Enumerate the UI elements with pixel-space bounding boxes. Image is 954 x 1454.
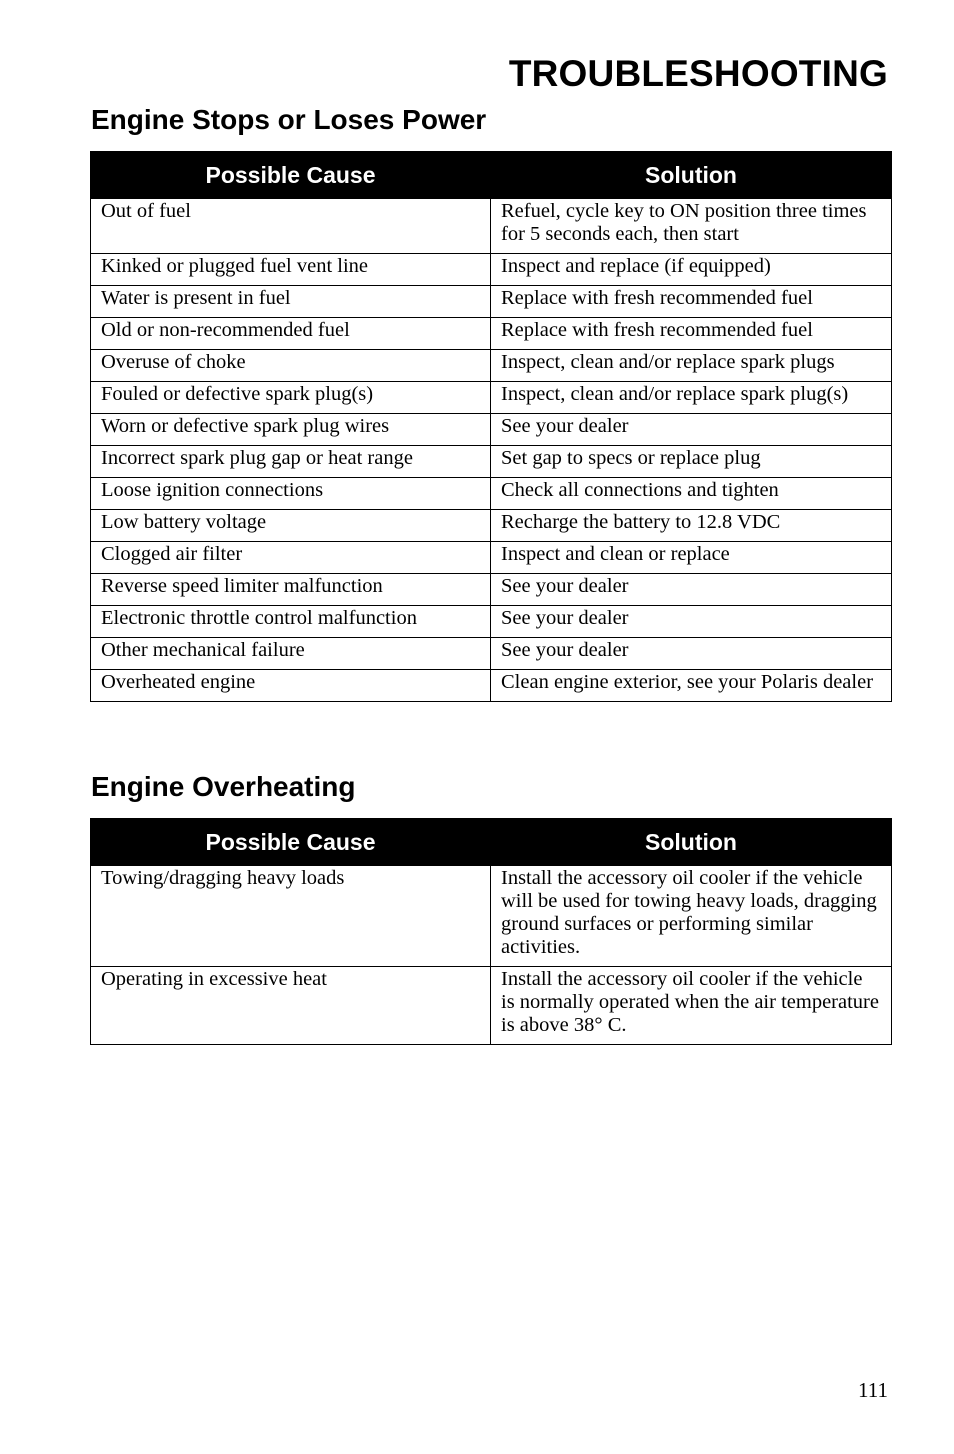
solution-cell: See your dealer xyxy=(491,606,892,638)
cause-cell: Kinked or plugged fuel vent line xyxy=(91,254,491,286)
section-title-engine-overheating: Engine Overheating xyxy=(91,771,356,802)
table-row xyxy=(91,967,892,1045)
page-title: TROUBLESHOOTING xyxy=(508,53,888,94)
cause-cell: Out of fuel xyxy=(91,199,491,254)
cause-cell: Low battery voltage xyxy=(91,510,491,542)
solution-cell: Set gap to specs or replace plug xyxy=(491,446,892,478)
solution-cell: Install the accessory oil cooler if the vehicle will be used for towing heavy loads, dragging ground surfaces or performing similar activities. xyxy=(491,866,892,967)
solution-cell: Refuel, cycle key to ON position three times for 5 seconds each, then start xyxy=(491,199,892,254)
cause-cell: Electronic throttle control malfunction xyxy=(91,606,491,638)
solution-cell: Replace with fresh recommended fuel xyxy=(491,286,892,318)
table-row xyxy=(91,606,892,638)
cause-cell: Loose ignition connections xyxy=(91,478,491,510)
cause-cell: Water is present in fuel xyxy=(91,286,491,318)
section-title-engine-stops: Engine Stops or Loses Power xyxy=(91,104,487,135)
solution-cell: See your dealer xyxy=(491,414,892,446)
solution-cell: Clean engine exterior, see your Polaris dealer xyxy=(491,670,892,702)
cause-cell: Other mechanical failure xyxy=(91,638,491,670)
table-row xyxy=(91,446,892,478)
table-row xyxy=(91,414,892,446)
column-header-solution: Solution xyxy=(491,152,892,199)
solution-cell: See your dealer xyxy=(491,638,892,670)
cause-cell: Worn or defective spark plug wires xyxy=(91,414,491,446)
table-row xyxy=(91,638,892,670)
cause-cell: Reverse speed limiter malfunction xyxy=(91,574,491,606)
table-row xyxy=(91,199,892,254)
table-header-row xyxy=(91,152,892,199)
table-row xyxy=(91,478,892,510)
page-number: 111 xyxy=(858,1378,888,1402)
solution-cell: Recharge the battery to 12.8 VDC xyxy=(491,510,892,542)
cause-cell: Incorrect spark plug gap or heat range xyxy=(91,446,491,478)
table-row xyxy=(91,510,892,542)
troubleshooting-table-engine-overheating xyxy=(90,818,892,1045)
solution-cell: Inspect, clean and/or replace spark plugs xyxy=(491,350,892,382)
table-row xyxy=(91,350,892,382)
solution-cell: Check all connections and tighten xyxy=(491,478,892,510)
cause-cell: Fouled or defective spark plug(s) xyxy=(91,382,491,414)
cause-cell: Old or non-recommended fuel xyxy=(91,318,491,350)
solution-cell: Inspect and replace (if equipped) xyxy=(491,254,892,286)
cause-cell: Towing/dragging heavy loads xyxy=(91,866,491,967)
solution-cell: Install the accessory oil cooler if the vehicle is normally operated when the air temperature is above 38° C. xyxy=(491,967,892,1045)
table-row xyxy=(91,866,892,967)
cause-cell: Overuse of choke xyxy=(91,350,491,382)
table-row xyxy=(91,382,892,414)
column-header-possible-cause: Possible Cause xyxy=(91,152,491,199)
table-row xyxy=(91,670,892,702)
table-row xyxy=(91,574,892,606)
table-row xyxy=(91,254,892,286)
table-header-row xyxy=(91,819,892,866)
troubleshooting-table-engine-stops xyxy=(90,151,892,702)
solution-cell: Inspect and clean or replace xyxy=(491,542,892,574)
cause-cell: Operating in excessive heat xyxy=(91,967,491,1045)
cause-cell: Overheated engine xyxy=(91,670,491,702)
table-row xyxy=(91,318,892,350)
cause-cell: Clogged air filter xyxy=(91,542,491,574)
table-row xyxy=(91,286,892,318)
solution-cell: See your dealer xyxy=(491,574,892,606)
solution-cell: Replace with fresh recommended fuel xyxy=(491,318,892,350)
column-header-solution: Solution xyxy=(491,819,892,866)
solution-cell: Inspect, clean and/or replace spark plug(s) xyxy=(491,382,892,414)
table-row xyxy=(91,542,892,574)
column-header-possible-cause: Possible Cause xyxy=(91,819,491,866)
